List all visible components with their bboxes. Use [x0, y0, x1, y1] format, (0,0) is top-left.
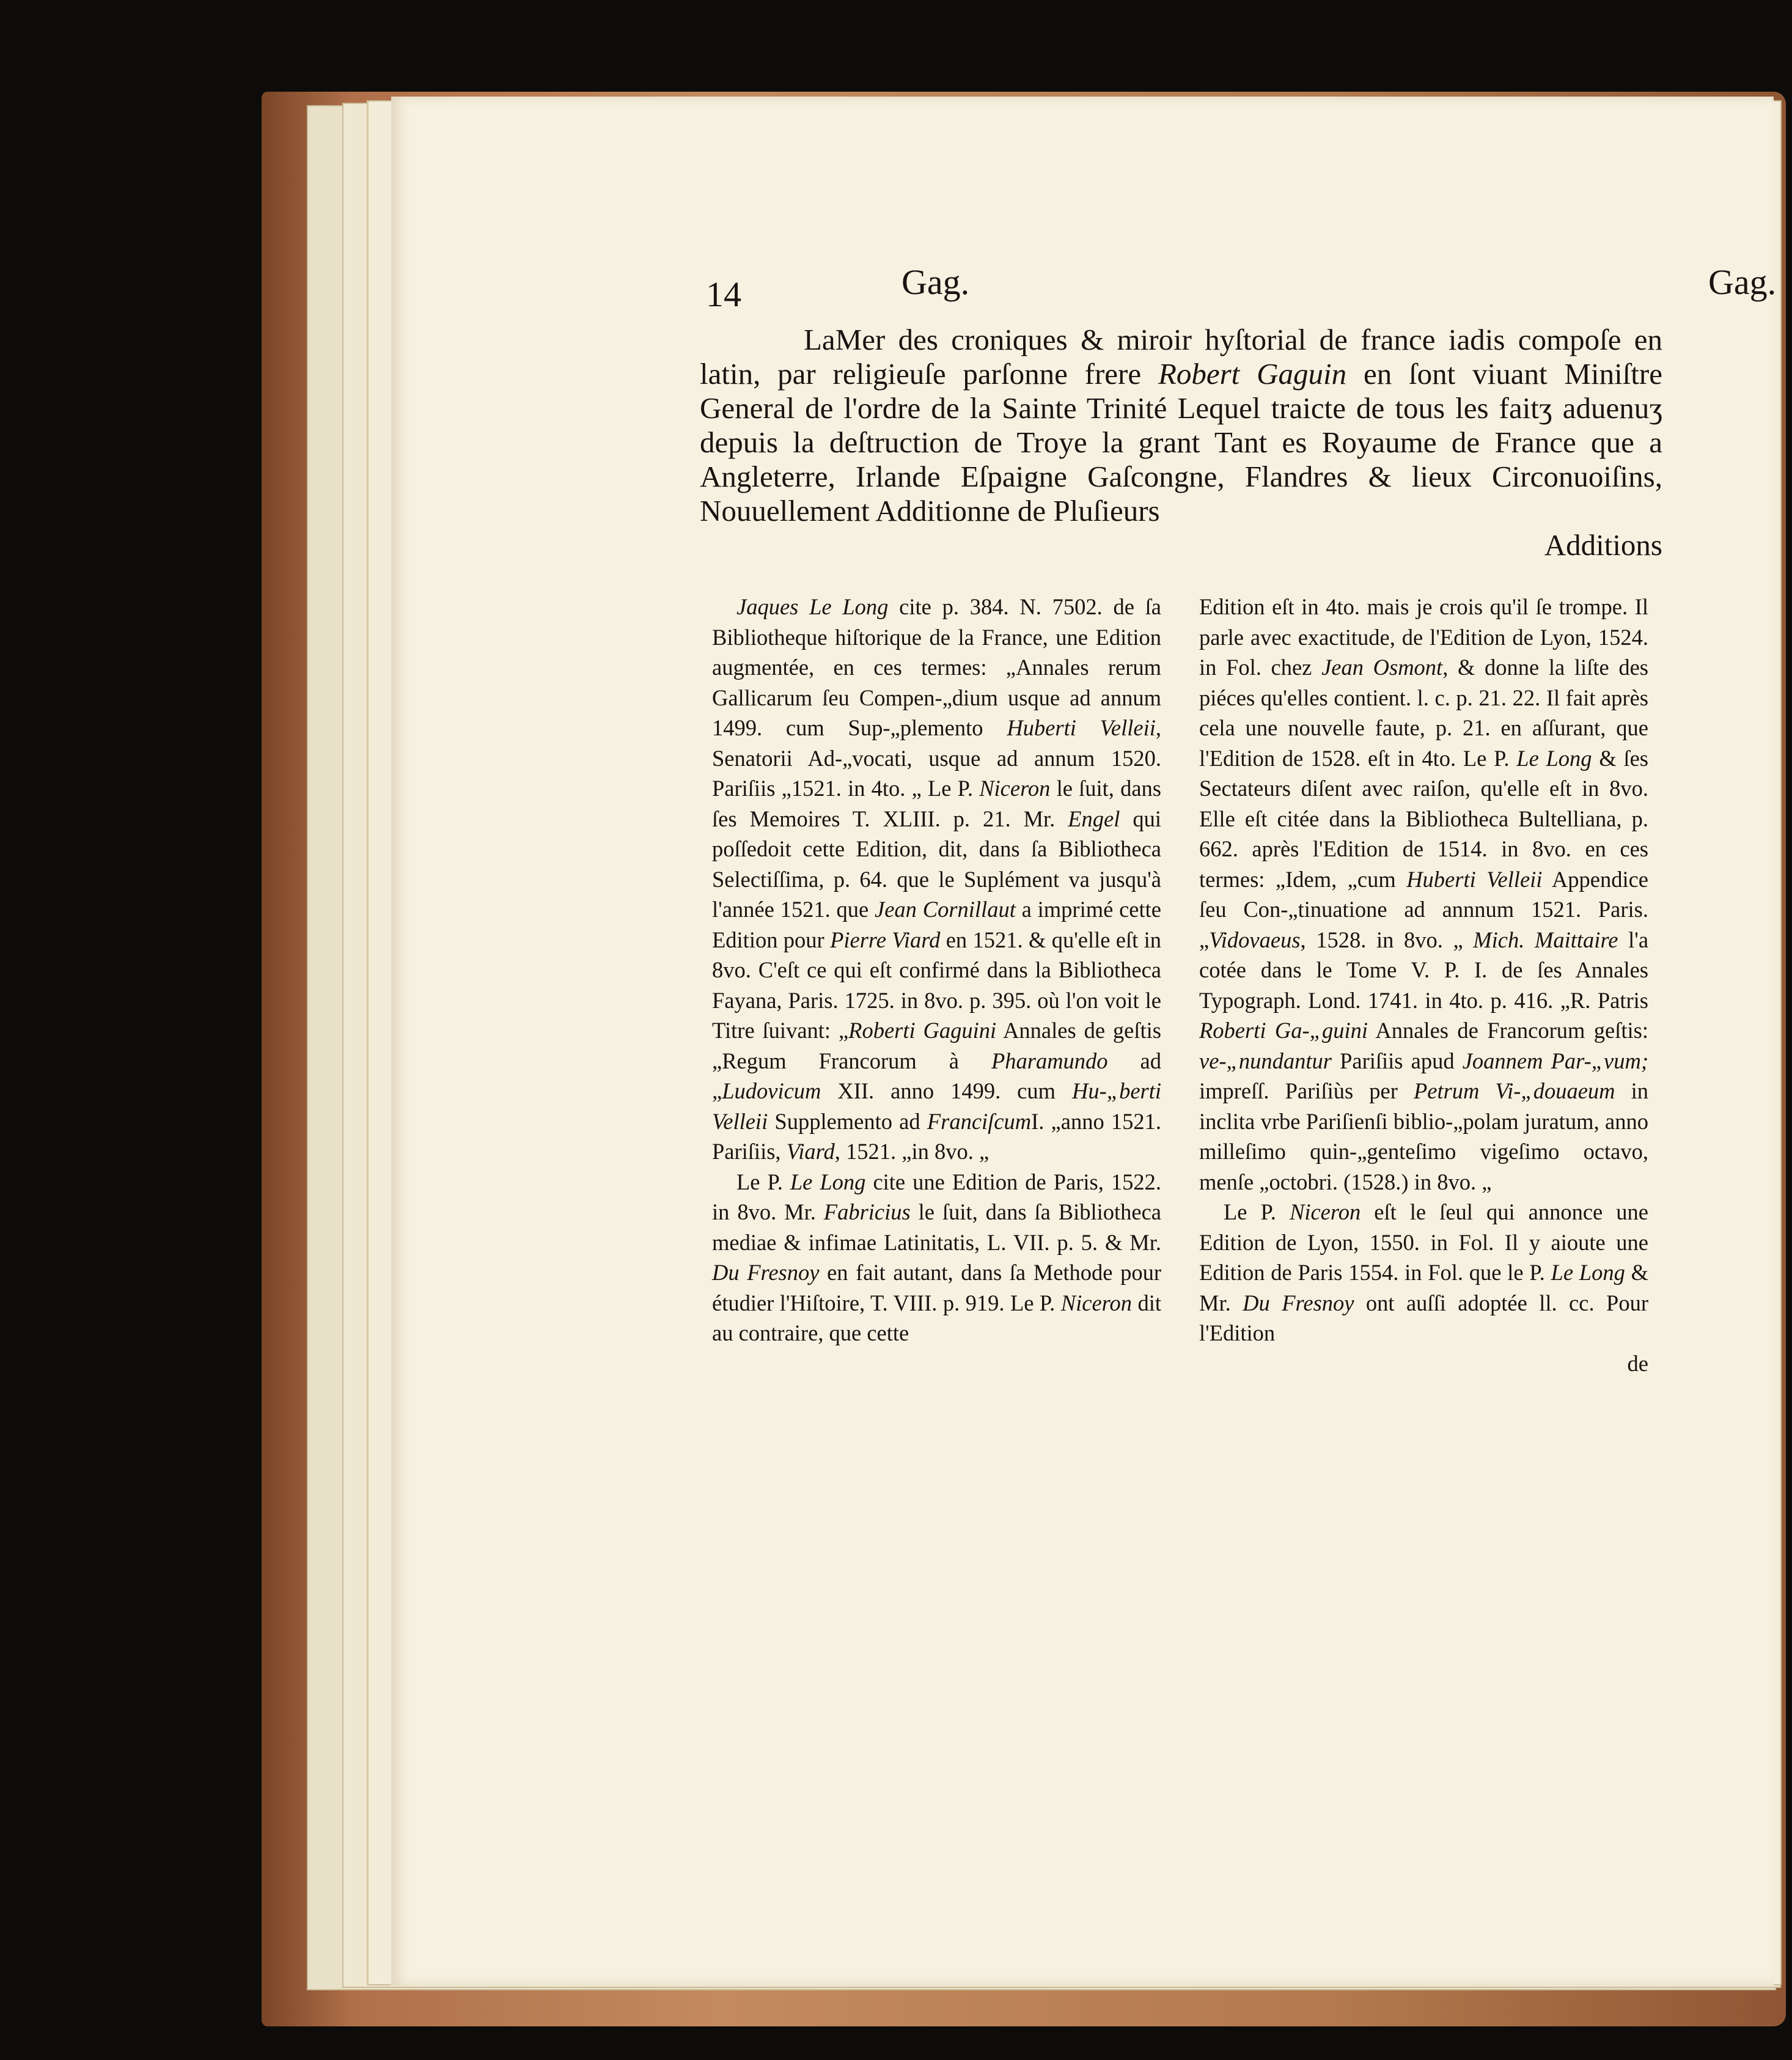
text-run: , & donne la liſte des piéces qu'elles contient. l. c. p. 21. 22. Il fait après cela une nouvelle faute, p. 21. en aſſurant, que l'Edition de 1528. eſt in 4to. Le P.	[1199, 655, 1649, 771]
text-run: cite p. 384. N. 7502. de ſa Bibliotheque hiſtorique de la France, une Edition augmentée, en ces termes: „Annales rerum Gallicarum ſeu Compen-„dium usque ad annum 1499. cum Sup-„plemento	[712, 594, 1161, 740]
italic-name: Mich. Maittaire	[1473, 927, 1618, 952]
italic-name: Niceron	[1289, 1199, 1361, 1224]
italic-name: Jaques Le Long	[736, 594, 889, 619]
italic-name: Pierre Viard	[830, 927, 941, 952]
text-run: eſt le ſeul qui annonce une Edition de Lyon, 1550. in Fol. Il y aioute une Edition de Paris 1554. in Fol. que le P.	[1199, 1199, 1648, 1285]
text-run: & Mr.	[1199, 1260, 1649, 1315]
italic-name: Huberti Velleii	[1007, 715, 1156, 740]
text-run: en fait autant, dans ſa Methode pour étudier l'Hiſtoire, T. VIII. p. 919. Le P.	[712, 1260, 1161, 1315]
text-run: a imprimé cette Edition pour	[712, 897, 1161, 952]
paragraph	[1199, 1197, 1648, 1348]
text-run: Le P.	[1224, 1199, 1276, 1224]
italic-name: Hu-„berti Velleii	[712, 1078, 1162, 1134]
paragraph	[712, 1167, 1161, 1348]
italic-name: Vidovaeus	[1209, 927, 1301, 952]
paragraph	[1199, 592, 1648, 1197]
text-run: qui poſſedoit cette Edition, dit, dans ſa Bibliotheca Selectiſſima, p. 64. que le Suplément va jusqu'à l'année 1521. que	[712, 806, 1162, 922]
italic-name: Roberti Gaguini	[848, 1018, 997, 1043]
italic-name: Le Long	[1551, 1260, 1625, 1285]
text-run: & ſes Sectateurs diſent avec raiſon, qu'elle eſt in 8vo. Elle eſt citée dans la Bibliotheca Bultelliana, p. 662. après l'Edition de 1514. in 8vo. en ces termes: „Idem, „cum	[1199, 745, 1648, 892]
text-run: ont auſſi adoptée ll. cc. Pour l'Edition	[1199, 1290, 1648, 1345]
text-run: in inclita vrbe Pariſienſi biblio-„polam juratum, anno milleſimo quin-„genteſimo vigeſimo octavo, menſe „octobri. (1528.) in 8vo. „	[1199, 1078, 1649, 1194]
italic-name: Le Long	[790, 1169, 866, 1194]
right-column	[1199, 592, 1648, 1378]
title-text: LaMer des croniques & miroir hyſtorial de france iadis compoſe en latin, par religieuſe parſonne frere	[700, 323, 1662, 391]
text-run: , Senatorii Ad-„vocati, usque ad annum 1520. Pariſiis „1521. in 4to. „ Le P.	[712, 715, 1162, 801]
text-run: dit au contraire, que cette	[712, 1290, 1162, 1345]
paragraph	[712, 592, 1161, 1167]
catchword: de	[1627, 1350, 1648, 1376]
italic-name: Jean Cornillaut	[875, 897, 1016, 922]
text-run: Le P.	[736, 1169, 783, 1194]
italic-name: Niceron	[979, 776, 1051, 801]
italic-name: Fabricius	[823, 1199, 911, 1224]
italic-name: ve-„nundantur	[1199, 1048, 1332, 1073]
text-run: impreſſ. Pariſiùs per	[1199, 1078, 1398, 1103]
text-run: Pariſiis apud	[1340, 1048, 1455, 1073]
italic-name: Du Fresnoy	[712, 1260, 820, 1285]
italic-name: Joannem Par-„vum;	[1462, 1048, 1649, 1073]
italic-name: Engel	[1068, 806, 1120, 831]
running-head-left: Gag.	[902, 262, 970, 302]
italic-name: Du Fresnoy	[1243, 1290, 1354, 1315]
text-run: Edition eſt in 4to. mais je crois qu'il ſe trompe. Il parle avec exactitude, de l'Edition de Lyon, 1524. in Fol. chez	[1199, 594, 1648, 680]
text-run: en 1521. & qu'elle eſt in 8vo. C'eſt ce qui eſt confirmé dans la Bibliotheca Fayana, Paris. 1725. in 8vo. p. 395. où l'on voit le Titre ſuivant: „	[712, 927, 1162, 1043]
text-run: l'a cotée dans le Tome V. P. I. de ſes Annales Typograph. Lond. 1741. in 4to. p. 416. „R. Patris	[1199, 927, 1649, 1013]
running-head-right: Gag.	[1708, 262, 1777, 302]
italic-name: Petrum Vi-„douaeum	[1413, 1078, 1615, 1103]
text-run: le ſuit, dans ſa Bibliotheca mediae & infimae Latinitatis, L. VII. p. 5. & Mr.	[712, 1199, 1162, 1255]
text-run: , 1521. „in 8vo. „	[834, 1139, 990, 1164]
italic-name: Ludovicum	[722, 1078, 821, 1103]
title-text-continued: en ſont viuant Miniſtre General de l'ordre de la Sainte Trinité Lequel traicte de tous les faitʒ aduenuʒ depuis la deſtruction de Troye la grant Tant es Royaume de France que a Angleterre, Irlande Eſpaigne Gaſcongne, Flandres & lieux Circonuoiſins, Nouuellement Additionne de Pluſieurs	[700, 357, 1662, 528]
text-run: Annales de Francorum geſtis:	[1375, 1018, 1648, 1043]
italic-name: Jean Osmont	[1321, 655, 1443, 680]
title-last-word: Additions	[1544, 528, 1662, 562]
italic-name: Pharamundo	[991, 1048, 1108, 1073]
book-title-citation	[700, 323, 1662, 562]
italic-name: Niceron	[1060, 1290, 1133, 1315]
italic-name: Le Long	[1516, 745, 1592, 771]
italic-name: Roberti Ga-„guini	[1199, 1018, 1368, 1043]
italic-name: Franciſcum	[927, 1108, 1032, 1134]
italic-name: Huberti Velleii	[1406, 866, 1543, 892]
book-page	[391, 97, 1777, 1985]
text-run: le ſuit, dans ſes Memoires T. XLIII. p. 21. Mr.	[712, 776, 1161, 831]
text-run: ad „	[712, 1048, 1161, 1103]
text-run: Supplemento ad	[774, 1108, 920, 1134]
author-name: Robert Gaguin	[1158, 357, 1347, 391]
page-number: 14	[706, 274, 741, 314]
text-run: cite une Edition de Paris, 1522. in 8vo. Mr.	[712, 1169, 1161, 1224]
text-run: I. „anno 1521. Pariſiis,	[712, 1108, 1162, 1164]
text-run: Appendice ſeu Con-„tinuatione ad annnum 1521. Paris. „	[1199, 866, 1648, 952]
text-run: Annales de geſtis „Regum Francorum à	[712, 1018, 1161, 1073]
left-column	[712, 592, 1161, 1348]
italic-name: Viard	[786, 1139, 835, 1164]
text-run: XII. anno 1499. cum	[837, 1078, 1056, 1103]
text-run: , 1528. in 8vo. „	[1300, 927, 1463, 952]
